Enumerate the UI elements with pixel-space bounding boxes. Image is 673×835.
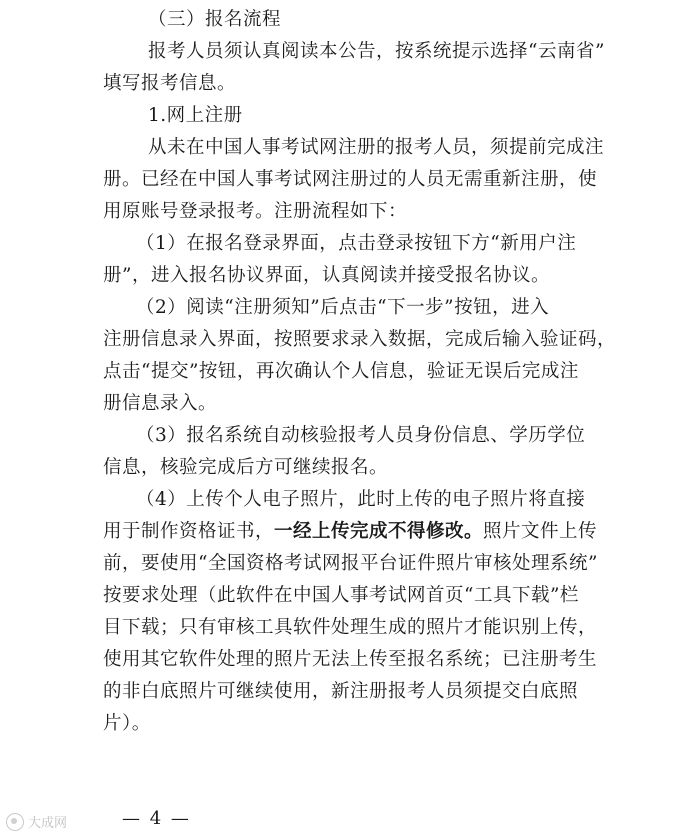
step4-line-2-post: 照片文件上传 <box>483 521 598 542</box>
intro-line-1: 报考人员须认真阅读本公告，按系统提示选择“云南省” <box>148 41 605 62</box>
step2-line-4: 册信息录入。 <box>103 393 218 414</box>
step3-line-1: （3）报名系统自动核验报考人员身份信息、学历学位 <box>136 425 586 446</box>
step1-line-2: 册”，进入报名协议界面，认真阅读并接受报名协议。 <box>103 265 550 286</box>
watermark-text: 大成网 <box>28 816 68 831</box>
step4-line-2-pre: 用于制作资格证书， <box>103 521 275 542</box>
step4-line-5: 目下载；只有审核工具软件处理生成的照片才能识别上传， <box>103 617 598 638</box>
register-para-line-3: 用原账号登录报考。注册流程如下： <box>103 201 408 222</box>
step1-line-1: （1）在报名登录界面，点击登录按钮下方“新用户注 <box>136 233 577 254</box>
step4-line-6: 使用其它软件处理的照片无法上传至报名系统；已注册考生 <box>103 649 598 670</box>
step2-line-3: 点击“提交”按钮，再次确认个人信息，验证无误后完成注 <box>103 361 579 382</box>
step3-line-2: 信息，核验完成后方可继续报名。 <box>103 457 389 478</box>
intro-line-2: 填写报考信息。 <box>103 73 237 94</box>
watermark <box>6 812 67 831</box>
register-para-line-1: 从未在中国人事考试网注册的报考人员，须提前完成注 <box>148 137 605 158</box>
step4-emphasis: 一经上传完成不得修改。 <box>274 521 484 542</box>
section-heading: （三）报名流程 <box>148 9 282 30</box>
step4-line-7: 的非白底照片可继续使用，新注册报考人员须提交白底照 <box>103 681 579 702</box>
step2-line-2: 注册信息录入界面，按照要求录入数据，完成后输入验证码， <box>103 329 617 350</box>
step4-line-2 <box>103 520 597 544</box>
step4-line-4: 按要求处理（此软件在中国人事考试网首页“工具下载”栏 <box>103 585 579 606</box>
step2-line-1: （2）阅读“注册须知”后点击“下一步”按钮，进入 <box>136 297 550 318</box>
step4-line-3: 前，要使用“全国资格考试网报平台证件照片审核处理系统” <box>103 553 598 574</box>
step4-line-1: （4）上传个人电子照片，此时上传的电子照片将直接 <box>136 489 586 510</box>
watermark-logo-icon <box>6 813 24 831</box>
page-number: — 4 — <box>122 808 191 829</box>
step4-line-8: 片）。 <box>103 713 151 734</box>
register-para-line-2: 册。已经在中国人事考试网注册过的人员无需重新注册，使 <box>103 169 598 190</box>
subheading-online-registration: 1.网上注册 <box>148 105 243 126</box>
